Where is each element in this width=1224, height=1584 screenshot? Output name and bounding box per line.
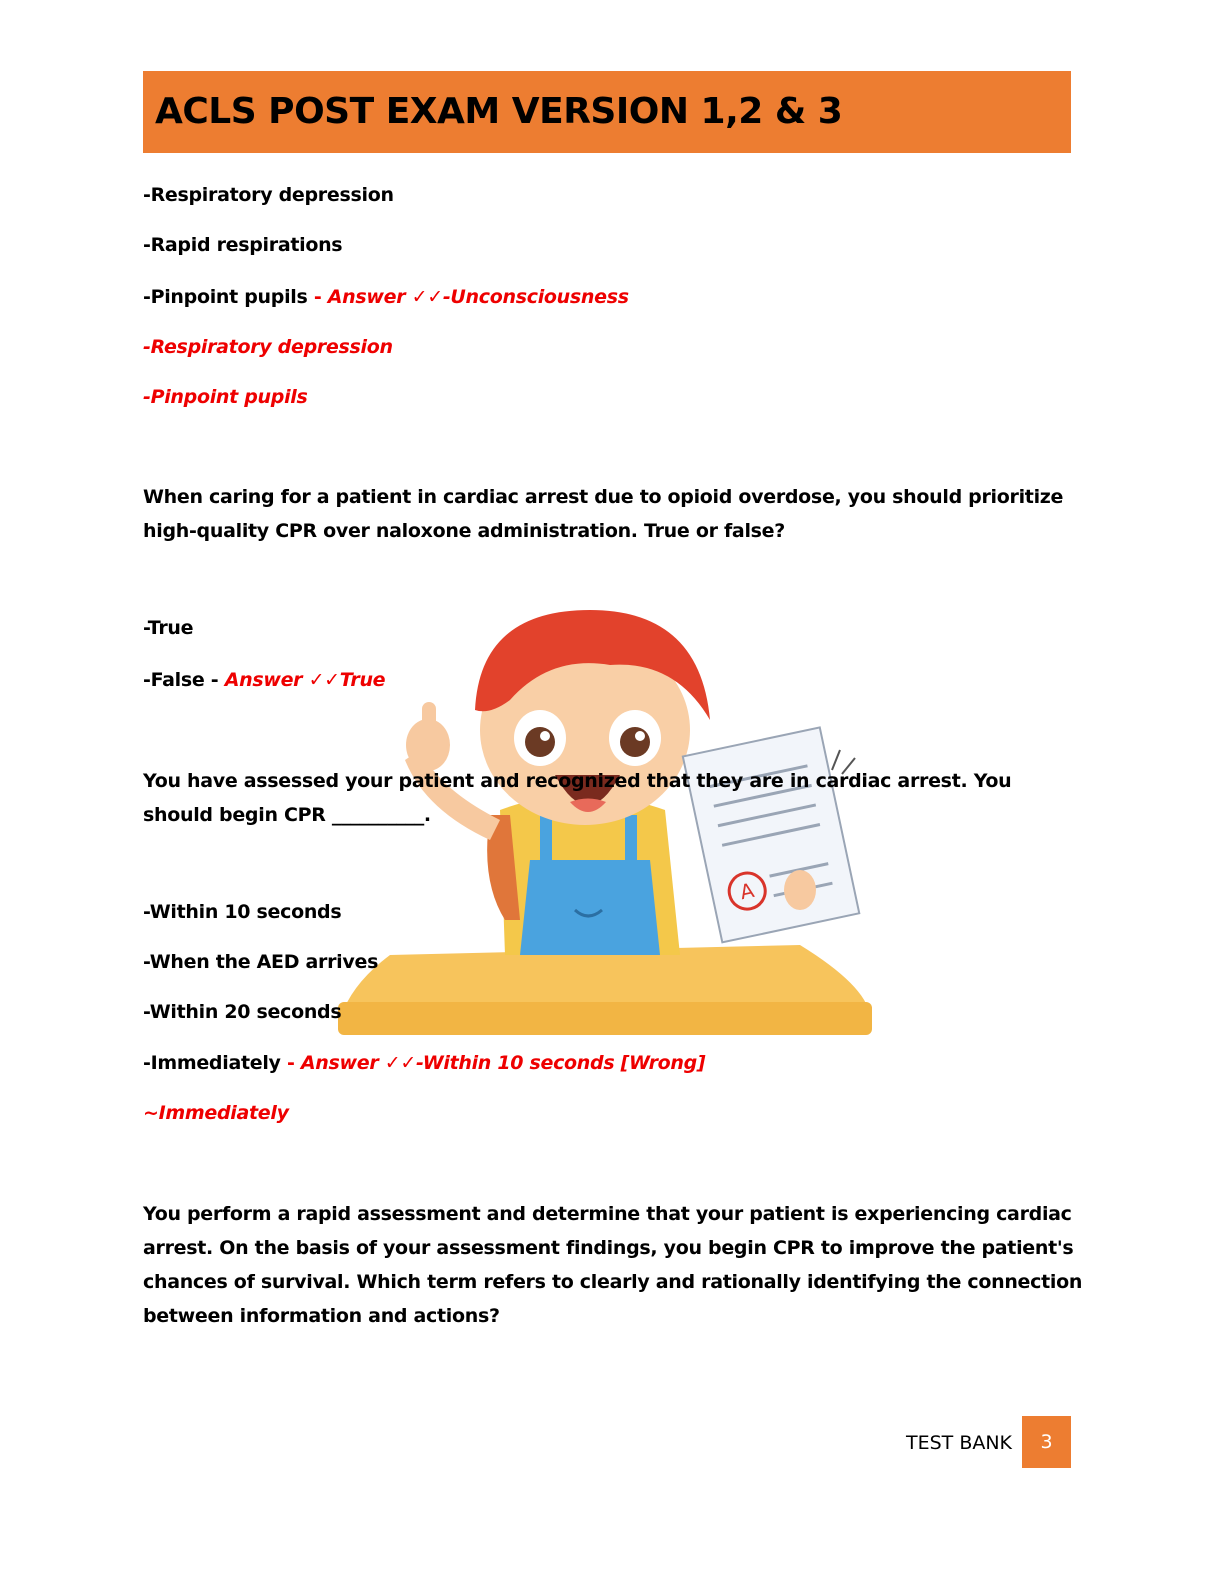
answer-continuation: ~Immediately	[143, 1102, 289, 1124]
option-line: -Within 20 seconds	[143, 1001, 342, 1023]
option-line: -Rapid respirations	[143, 234, 343, 256]
option-line: -Within 10 seconds	[143, 901, 342, 923]
question-text: You have assessed your patient and recognized that they are in cardiac arrest. You should begin CPR __________.	[143, 770, 1012, 826]
answer-text: Answer ✓✓True	[224, 669, 386, 691]
grade-mark: A	[737, 877, 757, 905]
test-paper	[683, 727, 859, 942]
option-line: -True	[143, 617, 194, 639]
document-header	[143, 71, 1071, 153]
question-text: When caring for a patient in cardiac arrest due to opioid overdose, you should prioritize high-quality CPR over naloxone administration. True or false?	[143, 486, 1064, 542]
question-text: You perform a rapid assessment and determine that your patient is experiencing cardiac arrest. On the basis of your assessment findings, you begin CPR to improve the patient's chances of survival. Which term refers to clearly and rationally identifying the connection between information and actions?	[143, 1203, 1083, 1327]
right-pupil	[620, 727, 650, 757]
option-line: -False - Answer ✓✓True	[143, 669, 386, 691]
option-line: -Respiratory depression	[143, 184, 394, 206]
answer-continuation: -Pinpoint pupils	[143, 386, 308, 408]
overalls-shape	[520, 860, 660, 955]
option-line: -Pinpoint pupils - Answer ✓✓-Unconsciousness	[143, 286, 629, 308]
document-title: ACLS POST EXAM VERSION 1,2 & 3	[155, 91, 843, 132]
footer-label: TEST BANK	[906, 1432, 1013, 1454]
thumb	[422, 702, 436, 740]
page-number: 3	[1022, 1416, 1071, 1468]
option-line: -When the AED arrives	[143, 951, 379, 973]
answer-text: Answer ✓✓-Unconsciousness	[327, 286, 629, 308]
option-line: -Immediately - Answer ✓✓-Within 10 seconds [Wrong]	[143, 1052, 706, 1074]
answer-text: Answer ✓✓-Within 10 seconds [Wrong]	[300, 1052, 706, 1074]
left-pupil	[525, 727, 555, 757]
desk-edge	[338, 1002, 872, 1035]
hand-holding-paper	[784, 870, 816, 910]
answer-continuation: -Respiratory depression	[143, 336, 393, 358]
